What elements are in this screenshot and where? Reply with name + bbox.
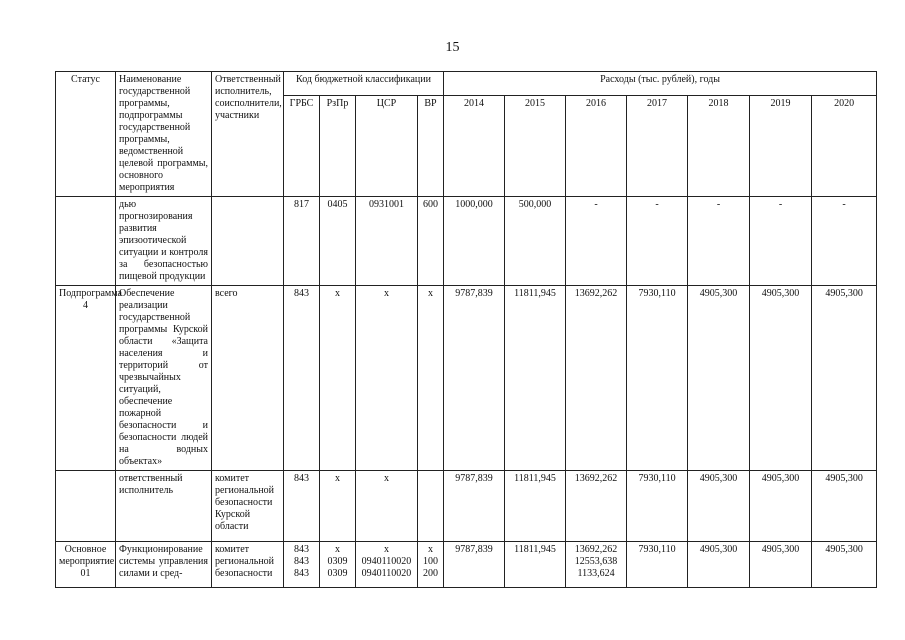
- status-cell: [56, 471, 116, 542]
- amount-cell: [505, 542, 566, 588]
- vr-cell: [418, 197, 444, 286]
- amount-cell-value: -: [716, 199, 721, 210]
- amount-cell-value: -: [594, 199, 598, 210]
- amount-cell-value: 4905,300: [761, 288, 800, 299]
- amount-cell: [812, 542, 877, 588]
- header-responsible: Ответственный исполнитель, соисполнители, участники: [212, 72, 284, 197]
- header-row-1: [56, 72, 877, 96]
- header-csr: ЦСР: [356, 95, 418, 196]
- amount-cell-value: 4905,300: [825, 473, 863, 484]
- name-cell: Функционирование системы управления силами и сред-: [116, 542, 212, 588]
- vr-cell-value: 600: [423, 199, 438, 210]
- amount-cell: [627, 286, 688, 471]
- amount-cell-value: 7930,110: [638, 473, 676, 484]
- header-expenses: Расходы (тыс. рублей), годы: [444, 72, 877, 96]
- responsible-cell: [212, 197, 284, 286]
- header-year: 2017: [627, 95, 688, 196]
- grbs-cell-value: 843: [294, 556, 309, 567]
- csr-cell-value: х: [384, 544, 389, 555]
- header-year: 2019: [750, 95, 812, 196]
- amount-cell: [750, 197, 812, 286]
- name-cell: ответственный исполнитель: [116, 471, 212, 542]
- amount-cell-value: 4905,300: [825, 544, 863, 555]
- amount-cell: [688, 471, 750, 542]
- csr-cell-value: х: [384, 473, 389, 484]
- amount-cell-value: 13692,262: [574, 288, 618, 299]
- amount-cell-value: 13692,262: [574, 473, 618, 484]
- csr-cell: [356, 286, 418, 471]
- status-cell: Подпрограмма 4: [56, 286, 116, 471]
- amount-cell-value: 11811,945: [514, 288, 556, 299]
- amount-cell-value: -: [778, 199, 783, 210]
- vr-cell-value: х: [428, 288, 433, 299]
- csr-cell: [356, 542, 418, 588]
- responsible-cell: всего: [212, 286, 284, 471]
- amount-cell: [566, 286, 627, 471]
- name-cell: дью прогнозирования развития эпизоотической ситуации и контроля за безопасностью пищевой продукции: [116, 197, 212, 286]
- rzpr-cell-value: х: [335, 544, 340, 555]
- amount-cell-value: 4905,300: [825, 288, 863, 299]
- amount-cell: [688, 542, 750, 588]
- amount-cell-value: -: [655, 199, 659, 210]
- rzpr-cell-value: 0309: [327, 568, 348, 579]
- amount-cell-value: 4905,300: [699, 473, 738, 484]
- grbs-cell-value: 843: [294, 288, 309, 299]
- amount-cell-value: 4905,300: [761, 473, 800, 484]
- status-cell: Основное мероприятие 01: [56, 542, 116, 588]
- table-row: [56, 471, 877, 542]
- header-year: 2020: [812, 95, 877, 196]
- header-rzpr: РзПр: [320, 95, 356, 196]
- amount-cell-value: -: [842, 199, 846, 210]
- amount-cell: [444, 197, 505, 286]
- amount-cell: [688, 197, 750, 286]
- amount-cell-value: 9787,839: [455, 473, 493, 484]
- amount-cell-value: 9787,839: [455, 544, 493, 555]
- budget-table: [55, 71, 877, 588]
- vr-cell-value: 100: [423, 556, 438, 567]
- header-status: Статус: [56, 72, 116, 197]
- rzpr-cell: [320, 471, 356, 542]
- header-name: Наименование государственной программы, подпрограммы государственной программы, ведомственной целевой программы, основного мероприятия: [116, 72, 212, 197]
- amount-cell: [688, 286, 750, 471]
- amount-cell-value: 7930,110: [638, 544, 676, 555]
- grbs-cell: [284, 542, 320, 588]
- amount-cell: [812, 286, 877, 471]
- csr-cell-value: х: [384, 288, 389, 299]
- header-year: 2016: [566, 95, 627, 196]
- grbs-cell: [284, 471, 320, 542]
- name-cell: Обеспечение реализации государственной программы Курской области «Защита населения и территорий от чрезвычайных ситуаций, обеспечение пожарной безопасности и безопасности людей на водных объектах»: [116, 286, 212, 471]
- amount-cell: [566, 471, 627, 542]
- amount-cell: [444, 542, 505, 588]
- amount-cell: [505, 471, 566, 542]
- vr-cell: [418, 542, 444, 588]
- vr-cell-value: 200: [423, 568, 438, 579]
- header-year: 2018: [688, 95, 750, 196]
- table-body: [56, 197, 877, 588]
- amount-cell: [505, 197, 566, 286]
- amount-cell: [566, 197, 627, 286]
- responsible-cell: комитет региональной безопасности: [212, 542, 284, 588]
- csr-cell-value: 0931001: [369, 199, 404, 210]
- rzpr-cell-value: 0405: [327, 199, 348, 210]
- amount-cell-value: 7930,110: [638, 288, 676, 299]
- amount-cell: [627, 471, 688, 542]
- amount-cell-value: 1000,000: [455, 199, 493, 210]
- grbs-cell: [284, 197, 320, 286]
- grbs-cell-value: 817: [294, 199, 309, 210]
- csr-cell-value: 0940110020: [361, 556, 412, 567]
- amount-cell-value: 13692,262: [574, 544, 618, 555]
- amount-cell: [627, 197, 688, 286]
- grbs-cell-value: 843: [294, 568, 309, 579]
- rzpr-cell: [320, 542, 356, 588]
- table-row: [56, 197, 877, 286]
- amount-cell: [812, 471, 877, 542]
- csr-cell: [356, 471, 418, 542]
- responsible-cell: комитет региональной безопасности Курской области: [212, 471, 284, 542]
- amount-cell: [444, 286, 505, 471]
- vr-cell: [418, 471, 444, 542]
- table-row: [56, 286, 877, 471]
- amount-cell: [750, 471, 812, 542]
- vr-cell: [418, 286, 444, 471]
- page-number: 15: [445, 40, 460, 55]
- header-grbs: ГРБС: [284, 95, 320, 196]
- header-year: 2015: [505, 95, 566, 196]
- amount-cell: [812, 197, 877, 286]
- csr-cell-value: 0940110020: [361, 568, 412, 579]
- amount-cell-value: 12553,638: [574, 556, 618, 567]
- amount-cell-value: 4905,300: [699, 288, 738, 299]
- rzpr-cell-value: х: [335, 288, 340, 299]
- grbs-cell-value: 843: [294, 544, 309, 555]
- vr-cell-value: х: [428, 544, 433, 555]
- rzpr-cell-value: 0309: [327, 556, 348, 567]
- amount-cell: [444, 471, 505, 542]
- csr-cell: [356, 197, 418, 286]
- amount-cell: [750, 542, 812, 588]
- amount-cell-value: 9787,839: [455, 288, 493, 299]
- rzpr-cell-value: х: [335, 473, 340, 484]
- table-row: [56, 542, 877, 588]
- amount-cell-value: 500,000: [518, 199, 552, 210]
- amount-cell: [566, 542, 627, 588]
- header-budget-code: Код бюджетной классификации: [284, 72, 444, 96]
- grbs-cell: [284, 286, 320, 471]
- amount-cell-value: 1133,624: [577, 568, 615, 579]
- amount-cell: [750, 286, 812, 471]
- amount-cell-value: 4905,300: [699, 544, 738, 555]
- amount-cell: [627, 542, 688, 588]
- header-vr: ВР: [418, 95, 444, 196]
- header-year: 2014: [444, 95, 505, 196]
- amount-cell-value: 11811,945: [514, 544, 556, 555]
- rzpr-cell: [320, 197, 356, 286]
- status-cell: [56, 197, 116, 286]
- rzpr-cell: [320, 286, 356, 471]
- amount-cell-value: 11811,945: [514, 473, 556, 484]
- grbs-cell-value: 843: [294, 473, 309, 484]
- amount-cell-value: 4905,300: [761, 544, 800, 555]
- amount-cell: [505, 286, 566, 471]
